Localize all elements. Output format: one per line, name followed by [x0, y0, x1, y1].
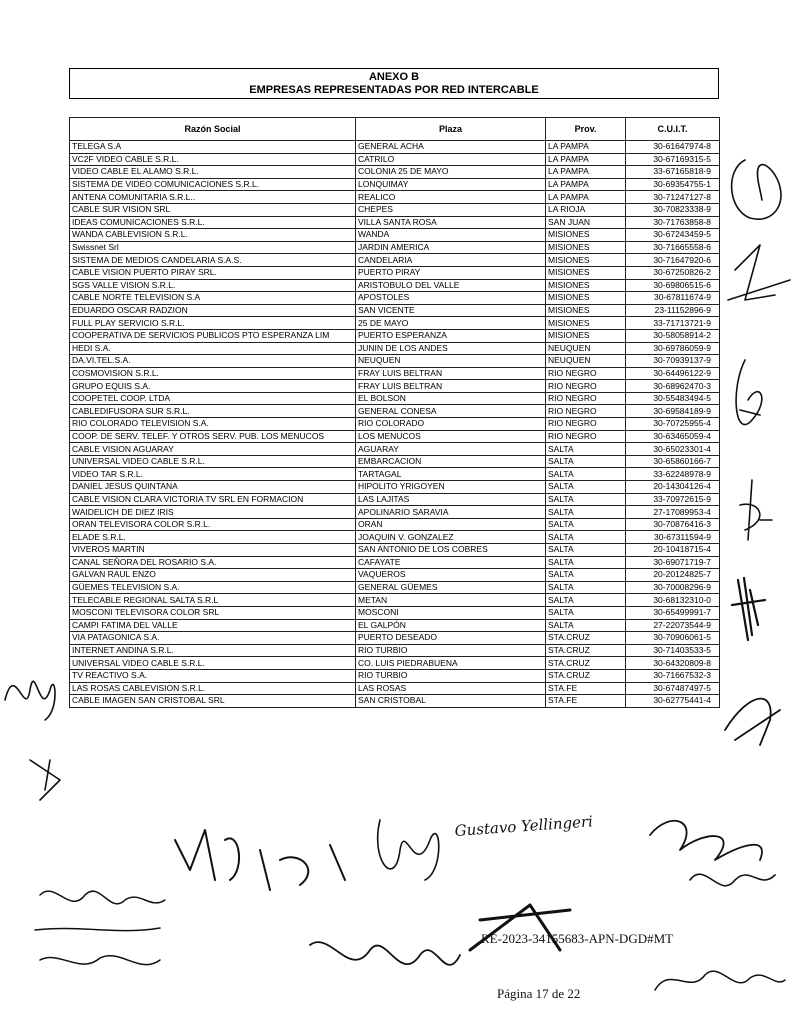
cell-plaza: NEUQUEN [356, 355, 546, 368]
col-razon-social: Razón Social [70, 118, 356, 141]
table-row [70, 229, 720, 242]
cell-razon-social: CABLE VISION CLARA VICTORIA TV SRL EN FORMACION [70, 493, 356, 506]
table-row [70, 241, 720, 254]
cell-plaza: APOLINARIO SARAVIA [356, 506, 546, 519]
cell-prov: SALTA [546, 544, 626, 557]
signature-left-2 [30, 760, 60, 800]
cell-razon-social: TV REACTIVO S.A. [70, 669, 356, 682]
cell-razon-social: FULL PLAY SERVICIO S.R.L. [70, 317, 356, 330]
cell-cuit: 30-63465059-4 [626, 430, 720, 443]
table-row [70, 317, 720, 330]
table-row [70, 380, 720, 393]
cell-plaza: WANDA [356, 229, 546, 242]
table-row [70, 141, 720, 154]
cell-cuit: 30-64496122-9 [626, 367, 720, 380]
cell-razon-social: VC2F VIDEO CABLE S.R.L. [70, 153, 356, 166]
cell-plaza: GENERAL ACHA [356, 141, 546, 154]
cell-cuit: 30-65023301-4 [626, 443, 720, 456]
table-row [70, 569, 720, 582]
cell-cuit: 30-71763858-8 [626, 216, 720, 229]
cell-prov: RIO NEGRO [546, 418, 626, 431]
cell-razon-social: GRUPO EQUIS S.A. [70, 380, 356, 393]
cell-cuit: 30-71665558-6 [626, 241, 720, 254]
cell-razon-social: CABLE IMAGEN SAN CRISTOBAL SRL [70, 695, 356, 708]
col-prov: Prov. [546, 118, 626, 141]
cell-razon-social: VIVEROS MARTIN [70, 544, 356, 557]
cell-cuit: 20-10418715-4 [626, 544, 720, 557]
cell-cuit: 33-62248978-9 [626, 468, 720, 481]
cell-prov: LA PAMPA [546, 191, 626, 204]
table-row [70, 682, 720, 695]
cell-prov: NEUQUEN [546, 342, 626, 355]
cell-cuit: 30-69786059-9 [626, 342, 720, 355]
cell-razon-social: GALVAN RAUL ENZO [70, 569, 356, 582]
cell-cuit: 23-11152896-9 [626, 304, 720, 317]
cell-razon-social: SGS VALLE VISION S.R.L. [70, 279, 356, 292]
signature-bottom-9 [655, 971, 785, 990]
table-row [70, 531, 720, 544]
cell-plaza: PUERTO DESEADO [356, 632, 546, 645]
cell-cuit: 30-71247127-8 [626, 191, 720, 204]
table-row [70, 216, 720, 229]
cell-plaza: HIPOLITO YRIGOYEN [356, 481, 546, 494]
signature-right-5 [732, 578, 765, 640]
signature-bottom-5 [40, 956, 160, 965]
table-row [70, 392, 720, 405]
table-row [70, 506, 720, 519]
cell-prov: LA PAMPA [546, 178, 626, 191]
cell-razon-social: COOP. DE SERV. TELEF. Y OTROS SERV. PUB. LOS MENUCOS [70, 430, 356, 443]
cell-prov: STA.CRUZ [546, 644, 626, 657]
cell-plaza: SAN VICENTE [356, 304, 546, 317]
cell-razon-social: RIO COLORADO TELEVISION S.A. [70, 418, 356, 431]
signature-bottom-4 [35, 891, 165, 930]
cell-plaza: GENERAL CONESA [356, 405, 546, 418]
table-row [70, 594, 720, 607]
cell-razon-social: CAMPI FATIMA DEL VALLE [70, 619, 356, 632]
cell-razon-social: TELECABLE REGIONAL SALTA S.R.L [70, 594, 356, 607]
cell-plaza: ORAN [356, 518, 546, 531]
cell-prov: MISIONES [546, 229, 626, 242]
cell-prov: SALTA [546, 518, 626, 531]
cell-prov: MISIONES [546, 292, 626, 305]
table-row [70, 493, 720, 506]
cell-cuit: 30-71647920-6 [626, 254, 720, 267]
cell-razon-social: CABLE NORTE TELEVISION S.A [70, 292, 356, 305]
cell-plaza: LONQUIMAY [356, 178, 546, 191]
cell-cuit: 30-67243459-5 [626, 229, 720, 242]
cell-plaza: TARTAGAL [356, 468, 546, 481]
cell-cuit: 30-71667532-3 [626, 669, 720, 682]
cell-prov: LA RIOJA [546, 203, 626, 216]
cell-prov: MISIONES [546, 279, 626, 292]
table-row [70, 581, 720, 594]
cell-prov: SALTA [546, 606, 626, 619]
annex-title: ANEXO B [368, 71, 420, 83]
cell-cuit: 30-68132310-0 [626, 594, 720, 607]
table-row [70, 556, 720, 569]
signature-bottom-3 [650, 821, 762, 860]
col-cuit: C.U.I.T. [626, 118, 720, 141]
cell-cuit: 30-67811674-9 [626, 292, 720, 305]
cell-cuit: 30-55483494-5 [626, 392, 720, 405]
signature-left-1 [5, 681, 55, 720]
cell-cuit: 30-70939137-9 [626, 355, 720, 368]
cell-prov: SALTA [546, 455, 626, 468]
cell-cuit: 30-70008296-9 [626, 581, 720, 594]
cell-razon-social: COOPETEL COOP. LTDA [70, 392, 356, 405]
cell-prov: MISIONES [546, 254, 626, 267]
table-row [70, 418, 720, 431]
signature-bottom-6 [310, 942, 460, 965]
page-number: Página 17 de 22 [497, 986, 581, 1001]
cell-cuit: 33-71713721-9 [626, 317, 720, 330]
cell-prov: MISIONES [546, 304, 626, 317]
table-row [70, 367, 720, 380]
cell-plaza: PUERTO ESPERANZA [356, 329, 546, 342]
cell-prov: LA PAMPA [546, 166, 626, 179]
table-row [70, 619, 720, 632]
cell-cuit: 30-65499991-7 [626, 606, 720, 619]
cell-cuit: 30-61647974-8 [626, 141, 720, 154]
cell-razon-social: CABLE SUR VISION SRL [70, 203, 356, 216]
annex-subtitle: EMPRESAS REPRESENTADAS POR RED INTERCABLE [249, 84, 539, 96]
cell-plaza: METAN [356, 594, 546, 607]
cell-plaza: APOSTOLES [356, 292, 546, 305]
table-row [70, 166, 720, 179]
cell-plaza: JOAQUIN V. GONZALEZ [356, 531, 546, 544]
cell-cuit: 27-22073544-9 [626, 619, 720, 632]
cell-cuit: 30-62775441-4 [626, 695, 720, 708]
cell-cuit: 30-67250826-2 [626, 266, 720, 279]
cell-cuit: 30-67487497-5 [626, 682, 720, 695]
cell-prov: SALTA [546, 581, 626, 594]
document-id: RE-2023-34155683-APN-DGD#MT [481, 931, 674, 946]
cell-prov: MISIONES [546, 329, 626, 342]
table-row [70, 178, 720, 191]
cell-razon-social: SISTEMA DE MEDIOS CANDELARIA S.A.S. [70, 254, 356, 267]
cell-cuit: 30-65860166-7 [626, 455, 720, 468]
cell-plaza: SAN CRISTOBAL [356, 695, 546, 708]
cell-cuit: 30-69806515-6 [626, 279, 720, 292]
table-row [70, 191, 720, 204]
cell-prov: SALTA [546, 594, 626, 607]
cell-prov: SALTA [546, 443, 626, 456]
cell-plaza: REALICO [356, 191, 546, 204]
cell-cuit: 30-64320809-8 [626, 657, 720, 670]
cell-prov: SAN JUAN [546, 216, 626, 229]
table-row [70, 292, 720, 305]
cell-razon-social: COSMOVISION S.R.L. [70, 367, 356, 380]
table-row [70, 695, 720, 708]
cell-cuit: 20-14304126-4 [626, 481, 720, 494]
table-row [70, 355, 720, 368]
cell-plaza: MOSCONI [356, 606, 546, 619]
cell-plaza: VILLA SANTA ROSA [356, 216, 546, 229]
table-row [70, 644, 720, 657]
signature-right-1 [732, 160, 781, 219]
cell-prov: SALTA [546, 493, 626, 506]
cell-cuit: 33-67165818-9 [626, 166, 720, 179]
cell-plaza: RIO TURBIO [356, 644, 546, 657]
cell-plaza: SAN ANTONIO DE LOS COBRES [356, 544, 546, 557]
cell-plaza: LAS ROSAS [356, 682, 546, 695]
cell-cuit: 33-70972615-9 [626, 493, 720, 506]
cell-plaza: GENERAL GÜEMES [356, 581, 546, 594]
signature-right-6 [725, 699, 780, 745]
cell-prov: SALTA [546, 569, 626, 582]
table-row [70, 468, 720, 481]
cell-prov: STA.FE [546, 695, 626, 708]
table-row [70, 329, 720, 342]
cell-razon-social: CABLE VISION PUERTO PIRAY SRL. [70, 266, 356, 279]
table-header-row [70, 118, 720, 141]
cell-razon-social: ANTENA COMUNITARIA S.R.L.. [70, 191, 356, 204]
table-row [70, 279, 720, 292]
cell-razon-social: INTERNET ANDINA S.R.L. [70, 644, 356, 657]
cell-razon-social: WANDA CABLEVISION S.R.L. [70, 229, 356, 242]
cell-razon-social: EDUARDO OSCAR RADZION [70, 304, 356, 317]
cell-razon-social: Swissnet Srl [70, 241, 356, 254]
cell-plaza: ARISTOBULO DEL VALLE [356, 279, 546, 292]
cell-razon-social: SISTEMA DE VIDEO COMUNICACIONES S.R.L. [70, 178, 356, 191]
table-row [70, 669, 720, 682]
table-row [70, 342, 720, 355]
table-row [70, 632, 720, 645]
cell-cuit: 30-69071719-7 [626, 556, 720, 569]
table-row [70, 657, 720, 670]
table-body [70, 141, 720, 708]
col-plaza: Plaza [356, 118, 546, 141]
cell-cuit: 30-70906061-5 [626, 632, 720, 645]
table-row [70, 606, 720, 619]
cell-prov: STA.CRUZ [546, 632, 626, 645]
cell-cuit: 30-70823338-9 [626, 203, 720, 216]
cell-plaza: LOS MENUCOS [356, 430, 546, 443]
table-row [70, 405, 720, 418]
cell-prov: SALTA [546, 531, 626, 544]
cell-prov: STA.FE [546, 682, 626, 695]
table-row [70, 203, 720, 216]
cell-plaza: AGUARAY [356, 443, 546, 456]
cell-cuit: 30-71403533-5 [626, 644, 720, 657]
cell-razon-social: CABLEDIFUSORA SUR S.R.L. [70, 405, 356, 418]
cell-plaza: VAQUEROS [356, 569, 546, 582]
cell-razon-social: ORAN TELEVISORA COLOR S.R.L. [70, 518, 356, 531]
table-row [70, 254, 720, 267]
table-row [70, 518, 720, 531]
cell-prov: SALTA [546, 506, 626, 519]
cell-cuit: 27-17089953-4 [626, 506, 720, 519]
cell-razon-social: VIA PATAGONICA S.A. [70, 632, 356, 645]
table-row [70, 455, 720, 468]
cell-plaza: EMBARCACION [356, 455, 546, 468]
cell-cuit: 30-69584189-9 [626, 405, 720, 418]
annex-title-box [69, 68, 719, 99]
cell-prov: RIO NEGRO [546, 380, 626, 393]
cell-razon-social: DANIEL JESUS QUINTANA [70, 481, 356, 494]
cell-razon-social: UNIVERSAL VIDEO CABLE S.R.L. [70, 657, 356, 670]
cell-prov: MISIONES [546, 266, 626, 279]
cell-razon-social: TELEGA S.A [70, 141, 356, 154]
cell-plaza: FRAY LUIS BELTRAN [356, 367, 546, 380]
cell-plaza: 25 DE MAYO [356, 317, 546, 330]
table-row [70, 304, 720, 317]
cell-plaza: RIO COLORADO [356, 418, 546, 431]
signature-bottom-1 [175, 830, 345, 890]
cell-cuit: 30-69354755-1 [626, 178, 720, 191]
cell-prov: LA PAMPA [546, 141, 626, 154]
companies-table [69, 117, 720, 708]
cell-cuit: 30-58058914-2 [626, 329, 720, 342]
cell-plaza: RIO TURBIO [356, 669, 546, 682]
cell-razon-social: CANAL SEÑORA DEL ROSARIO S.A. [70, 556, 356, 569]
cell-razon-social: UNIVERSAL VIDEO CABLE S.R.L. [70, 455, 356, 468]
cell-prov: RIO NEGRO [546, 367, 626, 380]
cell-plaza: EL GALPÓN [356, 619, 546, 632]
cell-prov: SALTA [546, 619, 626, 632]
cell-prov: SALTA [546, 556, 626, 569]
cell-razon-social: VIDEO CABLE EL ALAMO S.R.L. [70, 166, 356, 179]
cell-plaza: EL BOLSON [356, 392, 546, 405]
cell-prov: RIO NEGRO [546, 405, 626, 418]
cell-plaza: CHEPES [356, 203, 546, 216]
cell-cuit: 30-67311594-9 [626, 531, 720, 544]
cell-razon-social: GÜEMES TELEVISION S.A. [70, 581, 356, 594]
cell-razon-social: DA.VI.TEL.S.A. [70, 355, 356, 368]
cell-plaza: LAS LAJITAS [356, 493, 546, 506]
cell-prov: NEUQUEN [546, 355, 626, 368]
cell-cuit: 30-67169315-5 [626, 153, 720, 166]
signature-right-4 [740, 480, 772, 540]
cell-prov: LA PAMPA [546, 153, 626, 166]
cell-cuit: 30-68962470-3 [626, 380, 720, 393]
cell-plaza: JARDIN AMERICA [356, 241, 546, 254]
cell-cuit: 30-70725955-4 [626, 418, 720, 431]
cell-plaza: CATRILO [356, 153, 546, 166]
cell-prov: MISIONES [546, 317, 626, 330]
cell-razon-social: MOSCONI TELEVISORA COLOR SRL [70, 606, 356, 619]
cell-prov: RIO NEGRO [546, 392, 626, 405]
cell-prov: SALTA [546, 468, 626, 481]
table-row [70, 544, 720, 557]
table-row [70, 430, 720, 443]
cell-prov: STA.CRUZ [546, 669, 626, 682]
signature-bottom-2 [378, 820, 439, 880]
cell-plaza: PUERTO PIRAY [356, 266, 546, 279]
cell-plaza: FRAY LUIS BELTRAN [356, 380, 546, 393]
cell-plaza: CANDELARIA [356, 254, 546, 267]
cell-razon-social: COOPERATIVA DE SERVICIOS PUBLICOS PTO ESPERANZA LIM [70, 329, 356, 342]
signature-right-2 [728, 245, 790, 300]
cell-prov: SALTA [546, 481, 626, 494]
cell-plaza: COLONIA 25 DE MAYO [356, 166, 546, 179]
cell-razon-social: VIDEO TAR S.R.L. [70, 468, 356, 481]
cell-razon-social: HEDI S.A. [70, 342, 356, 355]
cell-razon-social: LAS ROSAS CABLEVISION S.R.L. [70, 682, 356, 695]
cell-razon-social: WAIDELICH DE DIEZ IRIS [70, 506, 356, 519]
handwritten-signature-name: Gustavo Yellingeri [454, 812, 594, 840]
table-row [70, 481, 720, 494]
signature-right-3 [736, 360, 762, 425]
cell-prov: STA.CRUZ [546, 657, 626, 670]
cell-cuit: 30-70876416-3 [626, 518, 720, 531]
table-row [70, 443, 720, 456]
cell-prov: RIO NEGRO [546, 430, 626, 443]
cell-plaza: CAFAYATE [356, 556, 546, 569]
cell-razon-social: CABLE VISION AGUARAY [70, 443, 356, 456]
cell-razon-social: ELADE S.R.L. [70, 531, 356, 544]
cell-plaza: CO. LUIS PIEDRABUENA [356, 657, 546, 670]
table-row [70, 153, 720, 166]
cell-cuit: 20-20124825-7 [626, 569, 720, 582]
cell-razon-social: IDEAS COMUNICACIONES S.R.L. [70, 216, 356, 229]
cell-prov: MISIONES [546, 241, 626, 254]
cell-plaza: JUNIN DE LOS ANDES [356, 342, 546, 355]
table-row [70, 266, 720, 279]
signature-bottom-8 [690, 874, 775, 886]
